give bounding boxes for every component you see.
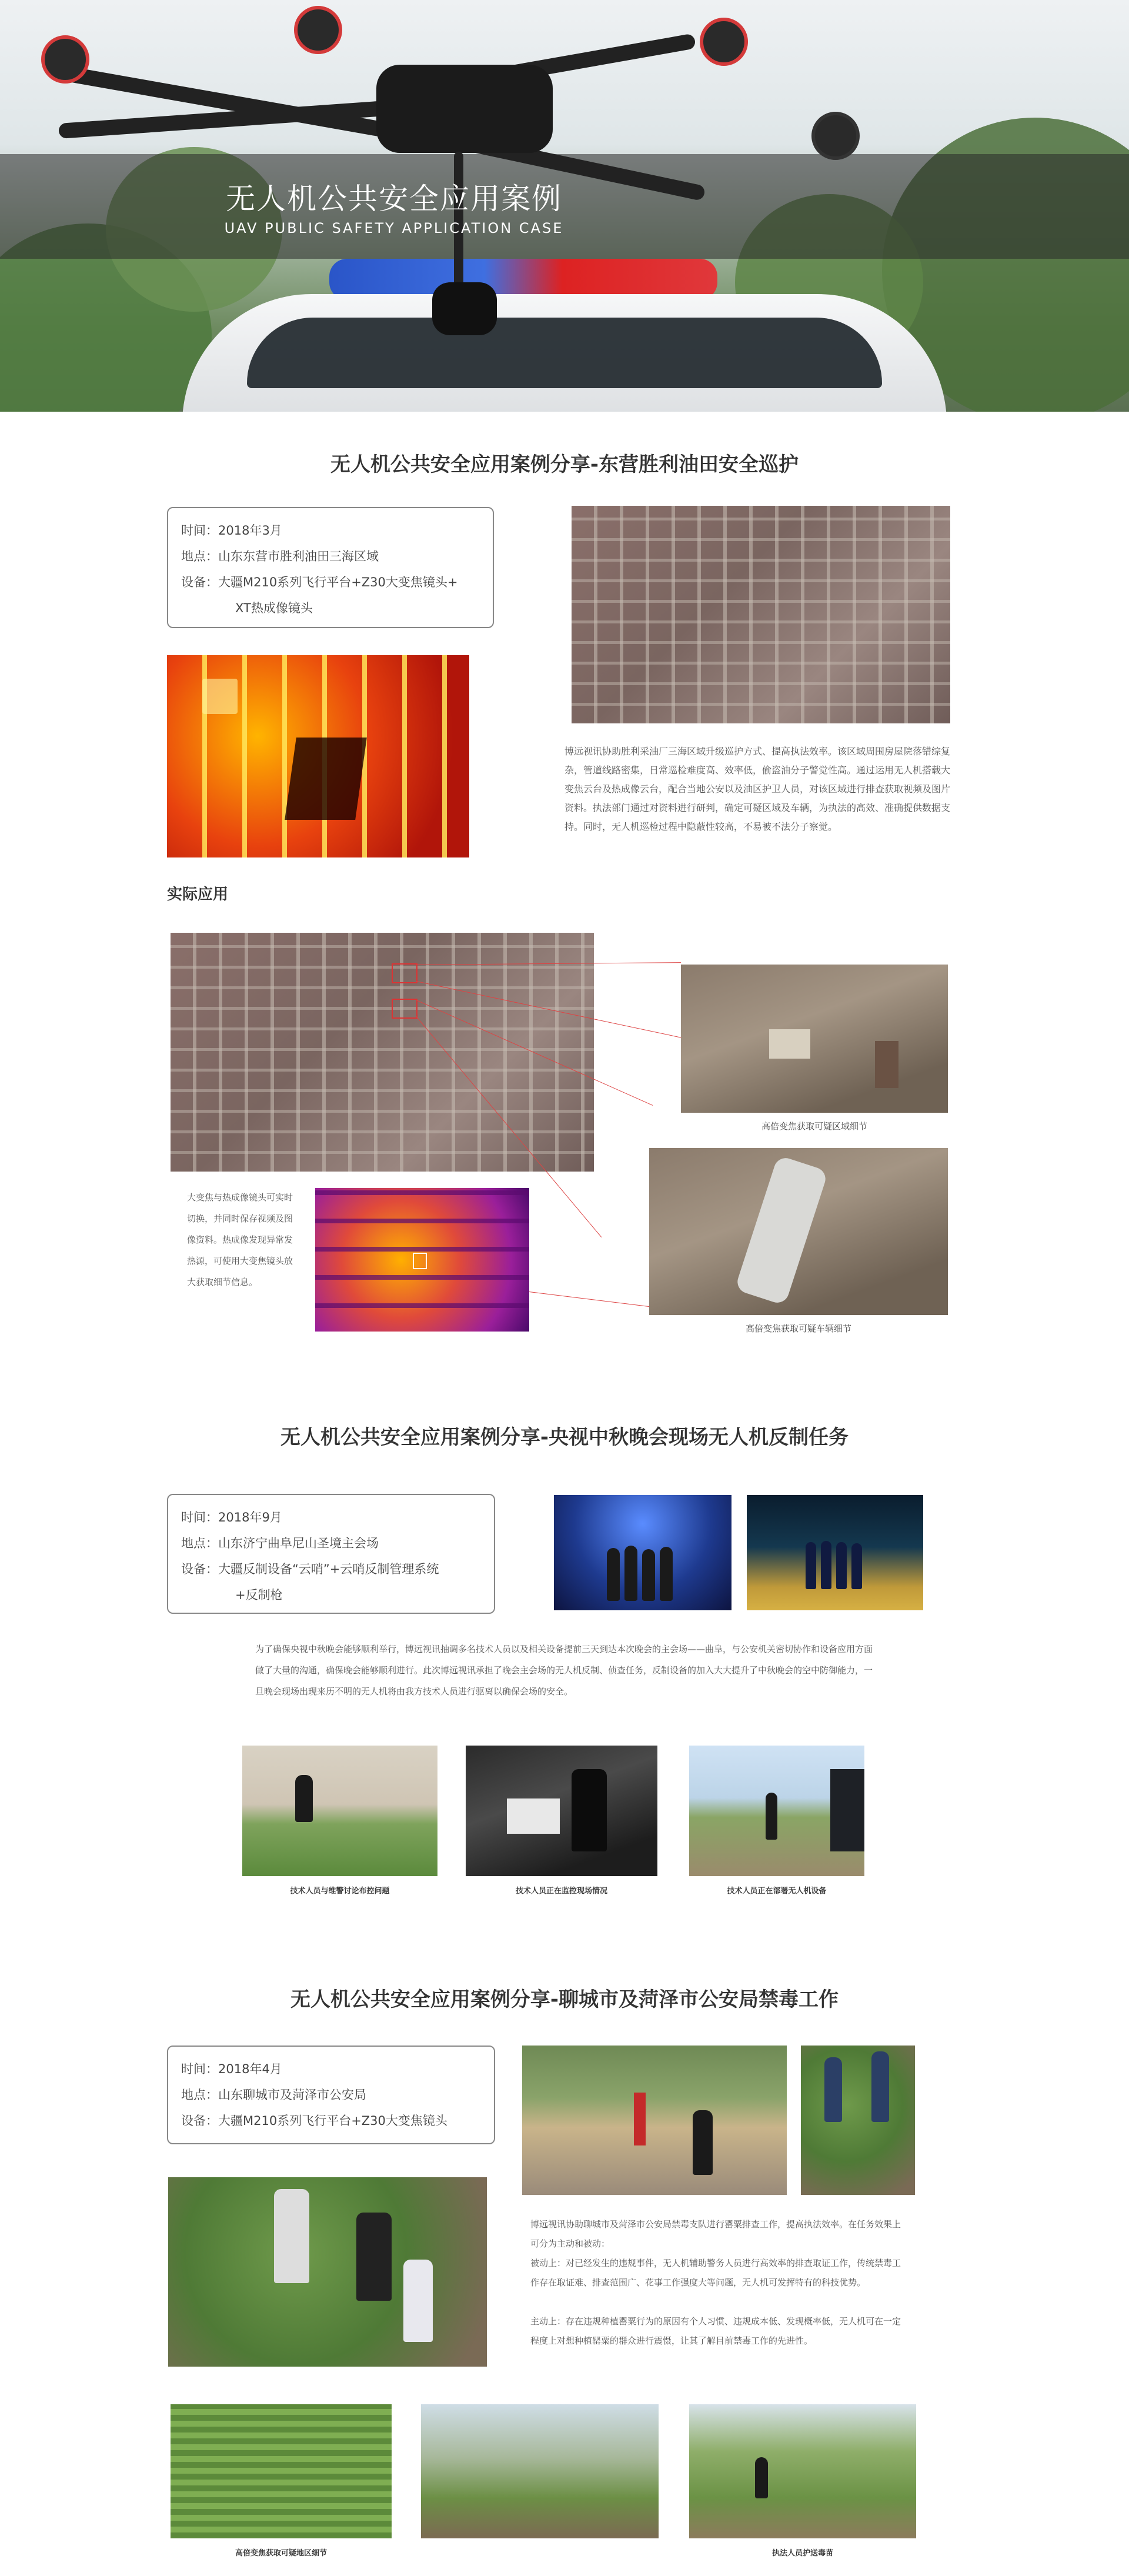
target-box — [392, 999, 417, 1019]
case1-zoom-vehicle-photo — [649, 1148, 948, 1315]
case3-equipment: 设备：大疆M210系列飞行平台+Z30大变焦镜头 — [181, 2114, 447, 2128]
case2-time: 时间：2018年9月 — [181, 1510, 282, 1524]
case1-equipment: 设备：大疆M210系列飞行平台+Z30大变焦镜头+ — [181, 575, 458, 589]
case1-thermal-photo — [167, 655, 469, 857]
case2-caption1: 技术人员与维警讨论布控问题 — [290, 1887, 390, 1896]
case2-info-box — [167, 1494, 495, 1614]
case3-inspection-photo — [168, 2177, 487, 2367]
case3-place: 地点：山东聊城市及菏泽市公安局 — [181, 2088, 366, 2102]
case3-garden-photo — [801, 2046, 915, 2195]
case1-zoom-area-photo — [681, 965, 948, 1113]
hero-title: 无人机公共安全应用案例 — [226, 182, 562, 216]
case3-title: 无人机公共安全应用案例分享-聊城市及菏泽市公安局禁毒工作 — [290, 1988, 839, 2011]
connector-line — [529, 1292, 652, 1307]
case2-team-photo — [747, 1495, 923, 1610]
case2-equipment: 设备：大疆反制设备“云哨”+云哨反制管理系统 — [181, 1562, 439, 1576]
case1-title: 无人机公共安全应用案例分享-东营胜利油田安全巡护 — [330, 453, 799, 476]
case2-caption3: 技术人员正在部署无人机设备 — [727, 1887, 827, 1896]
case2-place: 地点：山东济宁曲阜尼山圣境主会场 — [181, 1536, 379, 1550]
case2-paragraph: 为了确保央视中秋晚会能够顺利举行，博远视讯抽调多名技术人员以及相关设备提前三天到达本次晚会的主会场——曲阜，与公安机关密切协作和设备应用方面做了大量的沟通，确保晚会能够顺利进行。此次博远视讯承担了晚会主会场的无人机反制、侦查任务，反制设备的加入大大提升了中秋晚会的空中防御能力，一旦晚会现场出现来历不明的无人机将由我方技术人员进行驱离以确保会场的安全。 — [255, 1644, 873, 1697]
case2-title: 无人机公共安全应用案例分享-央视中秋晚会现场无人机反制任务 — [280, 1426, 849, 1449]
case1-paragraph: 博远视讯协助胜利采油厂三海区域升级巡护方式、提高执法效率。该区域周围房屋院落错综复杂，管道线路密集，日常巡检难度高、效率低，偷盗油分子警觉性高。通过运用无人机搭载大变焦云台及热成像云台，配合当地公安以及油区护卫人员，对该区域进行排查获取视频及图片资料。执法部门通过对资料进行研判，确定可疑区域及车辆，为执法的高效、准确提供数据支持。同时，无人机巡检过程中隐蔽性较高，不易被不法分子察觉。 — [564, 746, 951, 832]
case1-equipment-cont: XT热成像镜头 — [235, 601, 313, 615]
case3-para3: 主动上：存在违规种植罂粟行为的原因有个人习惯、违规成本低、发现概率低，无人机可在一定程度上对想种植罂粟的群众进行震慑，让其了解目前禁毒工作的先进性。 — [530, 2316, 901, 2346]
hero-subtitle: UAV PUBLIC SAFETY APPLICATION CASE — [224, 220, 564, 236]
case3-time: 时间：2018年4月 — [181, 2062, 282, 2076]
case2-stage-photo — [554, 1495, 731, 1610]
case1-caption-vehicle: 高倍变焦获取可疑车辆细节 — [745, 1323, 851, 1334]
case1-large-aerial — [171, 933, 594, 1172]
case1-caption-area: 高倍变焦获取可疑区域细节 — [761, 1121, 867, 1132]
case2-office-photo — [242, 1746, 437, 1876]
case1-time: 时间：2018年3月 — [181, 523, 282, 538]
case1-applied-heading: 实际应用 — [167, 886, 229, 903]
case3-para2: 被动上：对已经发生的违规事件，无人机辅助警务人员进行高效率的排查取证工作，传统禁毒工作存在取证难、排查范围广、花事工作强度大等问题，无人机可发挥特有的科技优势。 — [530, 2258, 901, 2288]
hero-banner — [0, 0, 1129, 412]
case3-street-photo — [522, 2046, 787, 2195]
case3-caption1: 高倍变焦获取可疑地区细节 — [235, 2549, 327, 2558]
case2-equipment-cont: +反制枪 — [235, 1588, 283, 1602]
target-box — [392, 963, 417, 983]
case1-side-note: 大变焦与热成像镜头可实时切换，并同时保存视频及图像资料。热成像发现异常发热源，可使用大变焦镜头放大获取细节信息。 — [187, 1192, 293, 1287]
case1-place: 地点：山东东营市胜利油田三海区域 — [181, 549, 379, 563]
case1-thermal-detail — [315, 1188, 529, 1332]
case3-field-photo-3 — [689, 2404, 916, 2538]
case3-caption2: 执法人员护送毒苗 — [771, 2549, 833, 2558]
case3-field-photo-1 — [171, 2404, 392, 2538]
case1-info-box — [167, 507, 494, 628]
case2-field-photo — [689, 1746, 864, 1876]
case1-aerial-photo — [572, 506, 950, 723]
case2-caption2: 技术人员正在监控现场情况 — [515, 1887, 607, 1896]
case3-field-photo-2 — [421, 2404, 659, 2538]
case3-para1: 博远视讯协助聊城市及菏泽市公安局禁毒支队进行罂粟排查工作，提高执法效率。在任务效果上可分为主动和被动： — [530, 2219, 901, 2249]
case3-info-box — [167, 2046, 495, 2144]
case2-vehicle-photo — [466, 1746, 657, 1876]
